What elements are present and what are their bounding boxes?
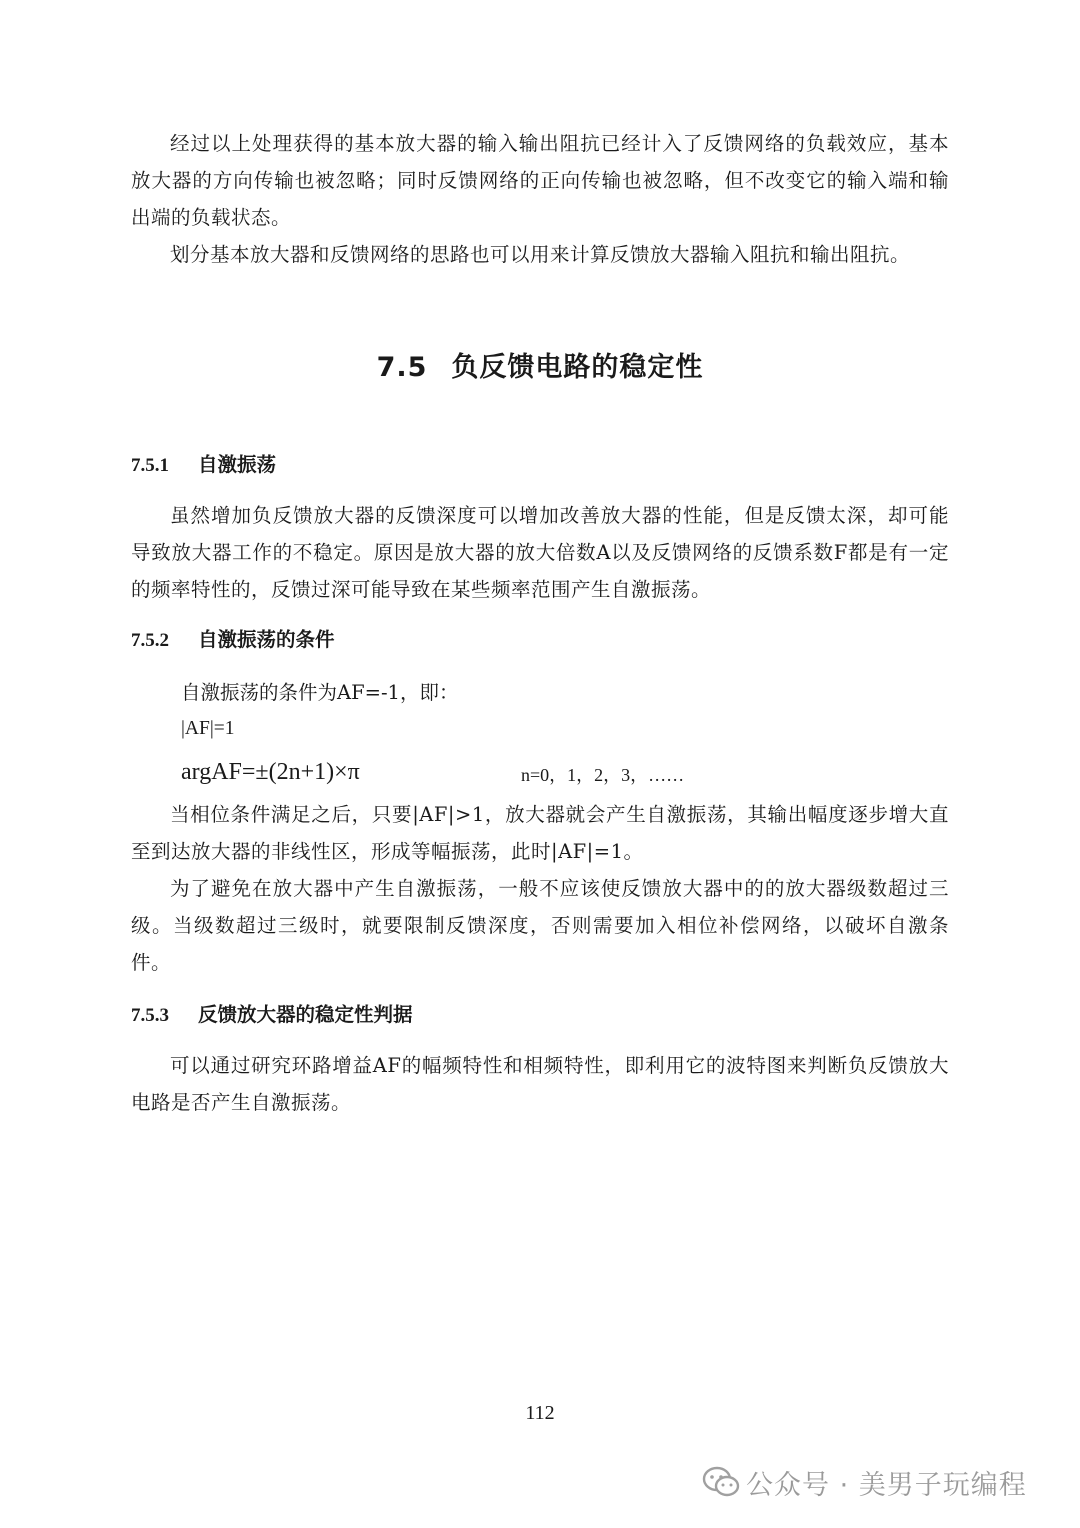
paragraph-amplitude-growth: 当相位条件满足之后，只要|AF|>1，放大器就会产生自激振荡，其输出幅度逐步增大直至到达放大器的非线性区，形成等幅振荡，此时|AF|=1。: [131, 803, 949, 863]
phase-condition-formula: argAF=±(2n+1)×π: [181, 759, 360, 785]
section-title: 反馈放大器的稳定性判据: [198, 1003, 413, 1026]
oscillation-condition-intro: 自激振荡的条件为AF=-1，即：: [181, 681, 459, 704]
paragraph-impedance: 划分基本放大器和反馈网络的思路也可以用来计算反馈放大器输入阻抗和输出阻抗。: [170, 243, 911, 266]
paragraph-avoid-oscillation: 为了避免在放大器中产生自激振荡，一般不应该使反馈放大器中的的放大器级数超过三级。当级数超过三级时，就要限制反馈深度，否则需要加入相位补偿网络，以破坏自激条件。: [131, 877, 949, 974]
section-heading-7-5-3: [131, 1000, 413, 1031]
wechat-icon: [702, 1466, 740, 1498]
magnitude-condition-formula: |AF|=1: [181, 718, 235, 739]
watermark-text: 公众号 · 美男子玩编程: [746, 1469, 1027, 1501]
n-values: n=0，1，2，3，……: [521, 765, 685, 785]
chapter-number: 7.5: [376, 352, 428, 383]
section-heading-7-5-1: [131, 450, 276, 481]
paragraph-self-oscillation: 虽然增加负反馈放大器的反馈深度可以增加改善放大器的性能，但是反馈太深，却可能导致放大器工作的不稳定。原因是放大器的放大倍数A以及反馈网络的反馈系数F都是有一定的频率特性的，反馈过深可能导致在某些频率范围产生自激振荡。: [131, 504, 949, 601]
section-heading-7-5-2: [131, 625, 335, 656]
section-number: 7.5.3: [131, 1005, 169, 1026]
section-number: 7.5.1: [131, 455, 169, 476]
section-title: 自激振荡: [198, 453, 277, 476]
section-title: 自激振荡的条件: [198, 628, 335, 651]
section-number: 7.5.2: [131, 630, 169, 651]
paragraph-stability-criterion: 可以通过研究环路增益AF的幅频特性和相频特性，即利用它的波特图来判断负反馈放大电路是否产生自激振荡。: [131, 1054, 949, 1114]
paragraph-load-effect: 经过以上处理获得的基本放大器的输入输出阻抗已经计入了反馈网络的负载效应，基本放大器的方向传输也被忽略；同时反馈网络的正向传输也被忽略，但不改变它的输入端和输出端的负载状态。: [131, 132, 949, 229]
chapter-title: [0, 345, 1080, 384]
page-number: 112: [525, 1402, 555, 1424]
watermark: [702, 1462, 1027, 1502]
chapter-title-text: 负反馈电路的稳定性: [451, 352, 704, 383]
